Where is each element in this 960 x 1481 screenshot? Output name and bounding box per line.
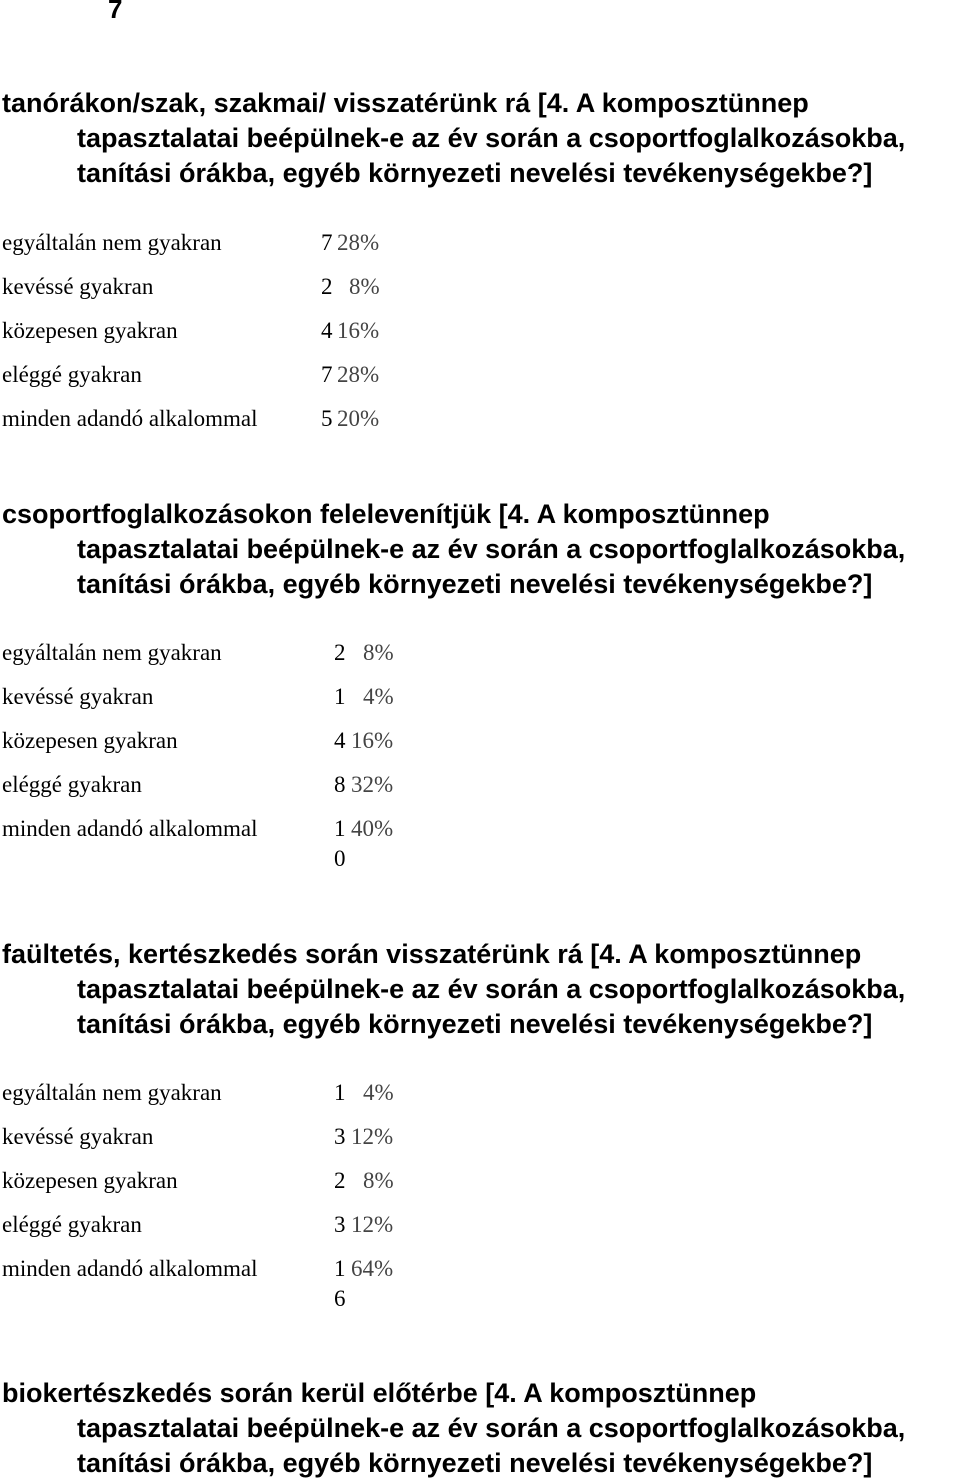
response-row xyxy=(0,772,460,816)
response-count-wrap: 0 xyxy=(334,846,346,871)
survey-section-2 xyxy=(0,497,960,871)
response-count: 3 xyxy=(334,1124,346,1149)
heading-line-1: faültetés, kertészkedés során visszatérünk rá [4. A komposztünnep xyxy=(2,939,862,969)
response-row xyxy=(0,728,460,772)
response-percent: 8% xyxy=(363,640,394,665)
response-label: egyáltalán nem gyakran xyxy=(2,640,222,665)
response-label: közepesen gyakran xyxy=(2,1168,178,1193)
response-row xyxy=(0,1256,460,1311)
response-row xyxy=(0,318,460,362)
response-percent: 12% xyxy=(351,1212,394,1237)
response-count: 2 xyxy=(321,274,333,299)
response-percent: 16% xyxy=(351,728,394,753)
response-count: 1 xyxy=(334,1080,346,1105)
response-count: 1 xyxy=(334,684,346,709)
response-label: kevéssé gyakran xyxy=(2,274,154,299)
heading-line-2: tapasztalatai beépülnek-e az év során a csoportfoglalkozásokba, xyxy=(77,974,906,1004)
response-count: 4 xyxy=(334,728,346,753)
survey-section-3 xyxy=(0,937,960,1311)
response-count: 2 xyxy=(334,1168,346,1193)
survey-section-4 xyxy=(0,1376,960,1481)
heading-line-3: tanítási órákba, egyéb környezeti nevelési tevékenységekbe?] xyxy=(77,1448,873,1478)
response-label: minden adandó alkalommal xyxy=(2,1256,258,1281)
response-percent: 4% xyxy=(363,684,394,709)
response-label: minden adandó alkalommal xyxy=(2,816,258,841)
response-count: 7 xyxy=(321,362,333,387)
response-percent: 64% xyxy=(351,1256,394,1281)
heading-line-3: tanítási órákba, egyéb környezeti nevelési tevékenységekbe?] xyxy=(77,158,873,188)
response-row xyxy=(0,1080,460,1124)
response-count: 8 xyxy=(334,772,346,797)
response-label: kevéssé gyakran xyxy=(2,1124,154,1149)
response-row xyxy=(0,406,460,450)
response-percent: 8% xyxy=(363,1168,394,1193)
response-percent: 20% xyxy=(337,406,380,431)
response-percent: 28% xyxy=(337,362,380,387)
response-row xyxy=(0,1212,460,1256)
section-heading xyxy=(0,1376,960,1481)
response-row xyxy=(0,640,460,684)
response-count: 1 xyxy=(334,816,346,841)
response-row xyxy=(0,362,460,406)
response-count: 1 xyxy=(334,1256,346,1281)
section-heading xyxy=(0,86,960,191)
response-count: 4 xyxy=(321,318,333,343)
heading-line-3: tanítási órákba, egyéb környezeti nevelési tevékenységekbe?] xyxy=(77,1009,873,1039)
response-percent: 32% xyxy=(351,772,394,797)
response-label: eléggé gyakran xyxy=(2,362,142,387)
section-heading xyxy=(0,937,960,1042)
heading-line-1: biokertészkedés során kerül előtérbe [4. A komposztünnep xyxy=(2,1378,757,1408)
response-count: 3 xyxy=(334,1212,346,1237)
response-count: 7 xyxy=(321,230,333,255)
response-count: 2 xyxy=(334,640,346,665)
response-row xyxy=(0,816,460,871)
page-number: 7 xyxy=(108,0,123,24)
heading-line-2: tapasztalatai beépülnek-e az év során a csoportfoglalkozásokba, xyxy=(77,123,906,153)
response-label: minden adandó alkalommal xyxy=(2,406,258,431)
response-row xyxy=(0,1168,460,1212)
response-count: 5 xyxy=(321,406,333,431)
response-percent: 16% xyxy=(337,318,380,343)
section-heading xyxy=(0,497,960,602)
heading-line-1: csoportfoglalkozásokon felelevenítjük [4. A komposztünnep xyxy=(2,499,770,529)
response-label: kevéssé gyakran xyxy=(2,684,154,709)
response-row xyxy=(0,1124,460,1168)
response-percent: 28% xyxy=(337,230,380,255)
response-label: eléggé gyakran xyxy=(2,772,142,797)
response-row xyxy=(0,230,460,274)
response-row xyxy=(0,274,460,318)
heading-line-2: tapasztalatai beépülnek-e az év során a csoportfoglalkozásokba, xyxy=(77,534,906,564)
response-percent: 4% xyxy=(363,1080,394,1105)
response-count-wrap: 6 xyxy=(334,1286,346,1311)
response-row xyxy=(0,684,460,728)
heading-line-1: tanórákon/szak, szakmai/ visszatérünk rá [4. A komposztünnep xyxy=(2,88,809,118)
heading-line-2: tapasztalatai beépülnek-e az év során a csoportfoglalkozásokba, xyxy=(77,1413,906,1443)
response-percent: 8% xyxy=(349,274,380,299)
response-label: egyáltalán nem gyakran xyxy=(2,1080,222,1105)
response-label: közepesen gyakran xyxy=(2,318,178,343)
response-label: egyáltalán nem gyakran xyxy=(2,230,222,255)
heading-line-3: tanítási órákba, egyéb környezeti nevelési tevékenységekbe?] xyxy=(77,569,873,599)
response-percent: 40% xyxy=(351,816,394,841)
survey-section-1 xyxy=(0,86,960,431)
response-label: eléggé gyakran xyxy=(2,1212,142,1237)
response-percent: 12% xyxy=(351,1124,394,1149)
response-label: közepesen gyakran xyxy=(2,728,178,753)
